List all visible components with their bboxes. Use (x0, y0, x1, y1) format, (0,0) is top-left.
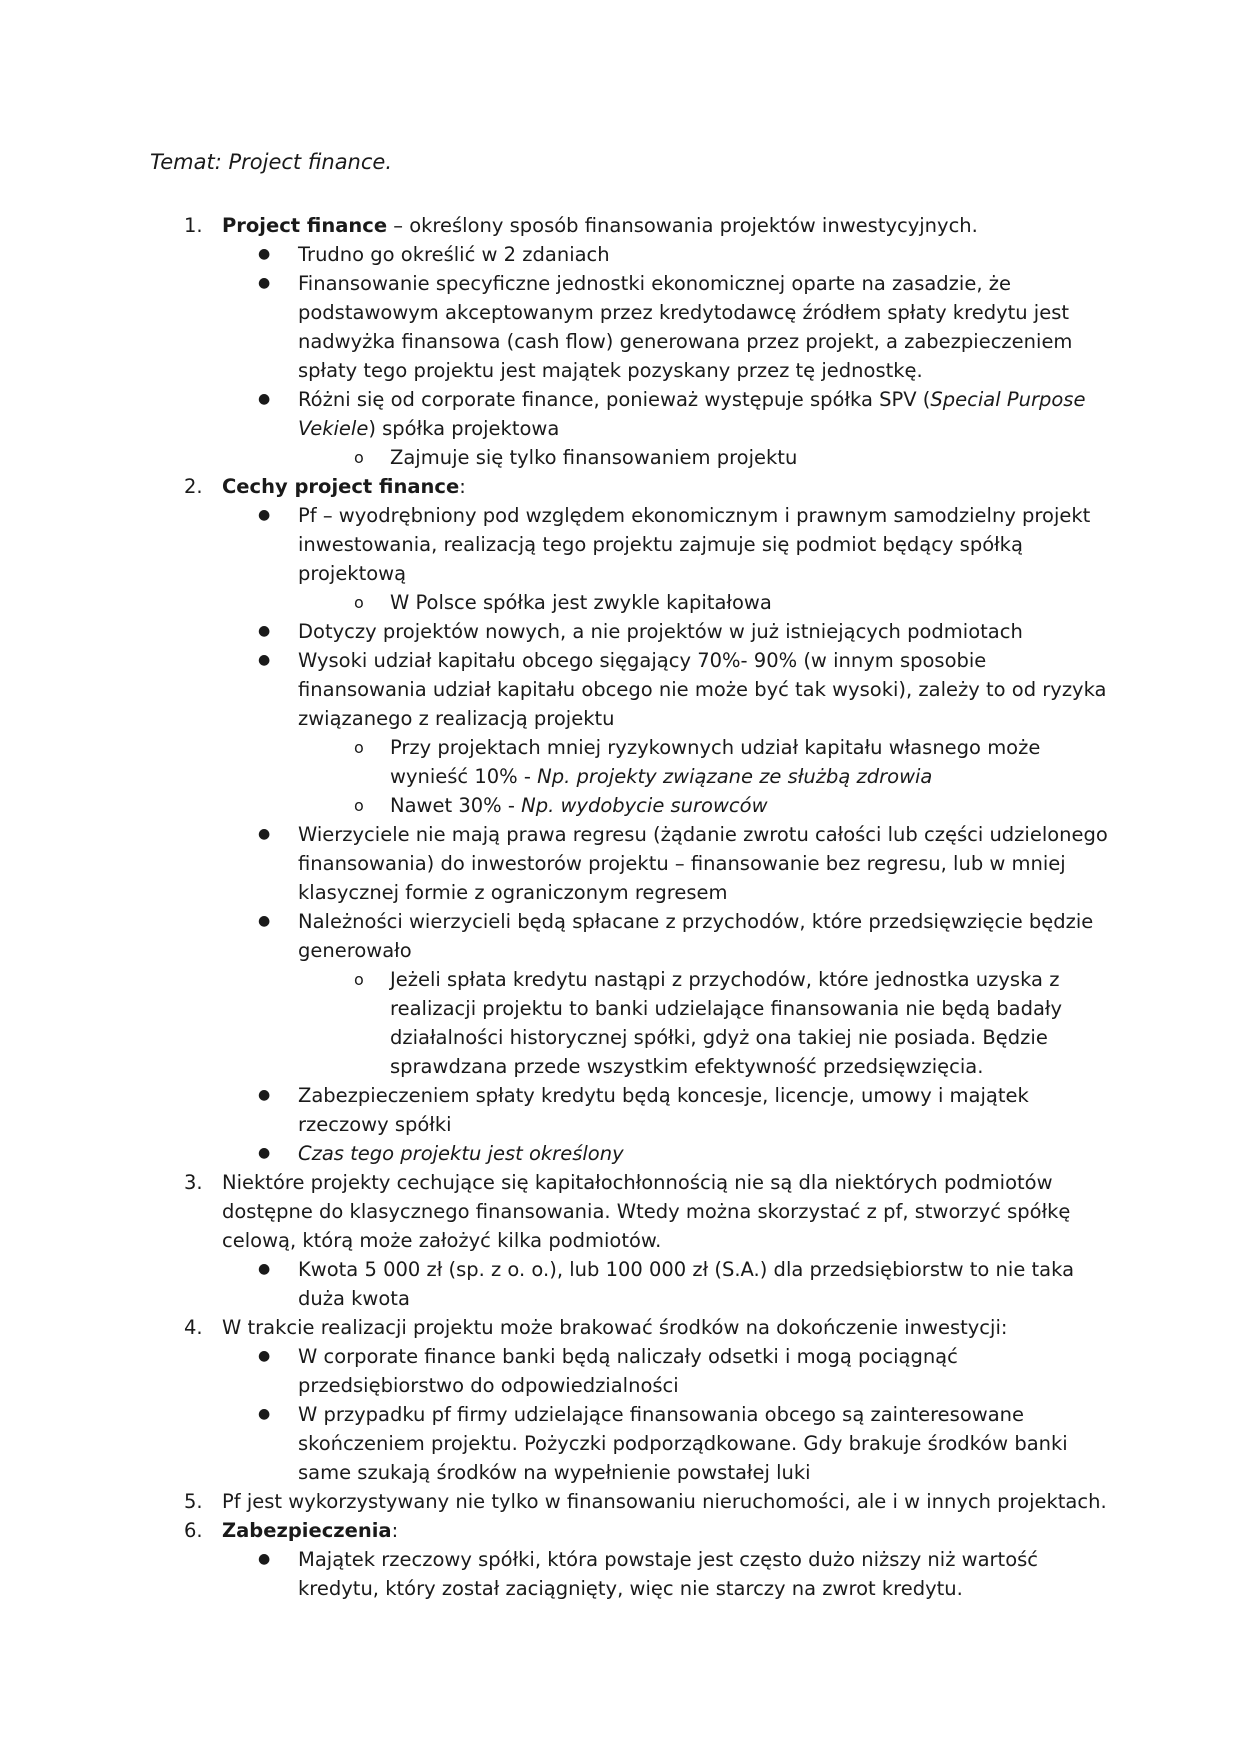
bullet-text: Finansowanie specyficzne jednostki ekonomicznej oparte na zasadzie, że podstawowym akceptowanym przez kredytodawcę źródłem spłaty kredytu jest nadwyżka finansowa (cash flow) generowana przez projekt, a zabezpieczeniem spłaty tego projektu jest majątek pozyskany przez tę jednostkę. (298, 272, 1073, 382)
item-number: 6. (184, 1519, 203, 1542)
sub-bullet-icon: o (354, 970, 364, 989)
bullet-text: Wierzyciele nie mają prawa regresu (żądanie zwrotu całości lub części udzielonego finansowania) do inwestorów projektu – finansowanie bez regresu, lub w mniej klasycznej formie z ograniczonym regresem (298, 823, 1108, 904)
list-item-5 (0, 1487, 1240, 1516)
item-number: 3. (184, 1171, 203, 1194)
bullet-icon: ● (258, 1406, 271, 1422)
bullet-item (0, 820, 1240, 907)
bullet-icon: ● (258, 391, 271, 407)
sub-bullet-icon: o (354, 796, 364, 815)
bullet-text: Wysoki udział kapitału obcego sięgający 70%- 90% (w innym sposobie finansowania udział kapitału obcego nie może być tak wysoki), zależy to od ryzyka związanego z realizacją projektu (298, 649, 1107, 730)
bullet-italic: Special Purpose Vekiele (298, 388, 1086, 440)
item-number: 1. (184, 214, 203, 237)
bullet-icon: ● (258, 1348, 271, 1364)
bullet-item (0, 907, 1240, 965)
bullet-italic: Czas tego projektu jest określony (298, 1142, 624, 1165)
sub-bullet-text: Zajmuje się tylko finansowaniem projektu (390, 446, 798, 469)
bullet-item (0, 385, 1240, 443)
bullet-item (0, 501, 1240, 588)
bullet-icon: ● (258, 1145, 271, 1161)
bullet-item (0, 1400, 1240, 1487)
item-heading: Cechy project finance (222, 475, 460, 498)
item-number: 5. (184, 1490, 203, 1513)
sub-bullet-item (0, 443, 1240, 472)
bullet-text: Kwota 5 000 zł (sp. z o. o.), lub 100 000 zł (S.A.) dla przedsiębiorstw to nie taka duża kwota (298, 1258, 1075, 1310)
bullet-text: W przypadku pf firmy udzielające finansowania obcego są zainteresowane skończeniem projektu. Pożyczki podporządkowane. Gdy brakuje środków banki same szukają środków na wypełnienie powstałej luki (298, 1403, 1068, 1484)
bullet-icon: ● (258, 652, 271, 668)
sub-bullet-item (0, 588, 1240, 617)
bullet-icon: ● (258, 507, 271, 523)
bullet-item (0, 1255, 1240, 1313)
list-item-4 (0, 1313, 1240, 1342)
sub-bullet-item (0, 791, 1240, 820)
item-text: Pf jest wykorzystywany nie tylko w finansowaniu nieruchomości, ale i w innych projektach. (222, 1490, 1107, 1513)
bullet-item (0, 1081, 1240, 1139)
page-title: Temat: Project finance. (150, 150, 393, 174)
bullet-icon: ● (258, 1261, 271, 1277)
list-item-2 (0, 472, 1240, 501)
sub-bullet-item (0, 733, 1240, 791)
bullet-text: Trudno go określić w 2 zdaniach (298, 243, 610, 266)
item-text: – określony sposób finansowania projektów inwestycyjnych. (387, 214, 978, 237)
bullet-text: W corporate finance banki będą naliczały odsetki i mogą pociągnąć przedsiębiorstwo do odpowiedzialności (298, 1345, 958, 1397)
sub-bullet-text: Przy projektach mniej ryzykownych udział kapitału własnego może wynieść 10% - (390, 736, 1041, 788)
sub-bullet-text: Nawet 30% - (390, 794, 522, 817)
bullet-icon: ● (258, 275, 271, 291)
bullet-icon: ● (258, 1551, 271, 1567)
item-number: 2. (184, 475, 203, 498)
bullet-item (0, 1545, 1240, 1603)
bullet-text: Zabezpieczeniem spłaty kredytu będą koncesje, licencje, umowy i majątek rzeczowy spółki (298, 1084, 1029, 1136)
document-body (0, 211, 1240, 1603)
list-item-1 (0, 211, 1240, 240)
item-number: 4. (184, 1316, 203, 1339)
sub-bullet-icon: o (354, 593, 364, 612)
item-text: : (391, 1519, 399, 1542)
bullet-icon: ● (258, 913, 271, 929)
bullet-text: Pf – wyodrębniony pod względem ekonomicznym i prawnym samodzielny projekt inwestowania, realizacją tego projektu zajmuje się podmiot będący spółką projektową (298, 504, 1091, 585)
sub-bullet-italic: Np. projekty związane ze służbą zdrowia (537, 765, 933, 788)
bullet-item (0, 269, 1240, 385)
bullet-icon: ● (258, 246, 271, 262)
bullet-item (0, 646, 1240, 733)
bullet-text: Różni się od corporate finance, ponieważ występuje spółka SPV ( (298, 388, 931, 411)
bullet-text: Dotyczy projektów nowych, a nie projektów w już istniejących podmiotach (298, 620, 1023, 643)
sub-bullet-item (0, 965, 1240, 1081)
bullet-item (0, 617, 1240, 646)
item-heading: Project finance (222, 214, 388, 237)
bullet-item (0, 1342, 1240, 1400)
bullet-item (0, 1139, 1240, 1168)
bullet-icon: ● (258, 1087, 271, 1103)
sub-bullet-text: W Polsce spółka jest zwykle kapitałowa (390, 591, 772, 614)
sub-bullet-text: Jeżeli spłata kredytu nastąpi z przychodów, które jednostka uzyska z realizacji projektu to banki udzielające finansowania nie będą badały działalności historycznej spółki, gdyż ona takiej nie posiada. Będzie sprawdzana przede wszystkim efektywność przedsięwzięcia. (390, 968, 1062, 1078)
sub-bullet-icon: o (354, 448, 364, 467)
list-item-6 (0, 1516, 1240, 1545)
bullet-icon: ● (258, 623, 271, 639)
list-item-3 (0, 1168, 1240, 1255)
bullet-item (0, 240, 1240, 269)
item-heading: Zabezpieczenia (222, 1519, 392, 1542)
item-text: Niektóre projekty cechujące się kapitałochłonnością nie są dla niektórych podmiotów dostępne do klasycznego finansowania. Wtedy można skorzystać z pf, stworzyć spółkę celową, którą może założyć kilka podmiotów. (222, 1171, 1071, 1252)
item-text: : (459, 475, 466, 498)
bullet-icon: ● (258, 826, 271, 842)
sub-bullet-italic: Np. wydobycie surowców (521, 794, 768, 817)
bullet-text: ) spółka projektowa (368, 417, 560, 440)
item-text: W trakcie realizacji projektu może brakować środków na dokończenie inwestycji: (222, 1316, 1008, 1339)
bullet-text: Majątek rzeczowy spółki, która powstaje jest często dużo niższy niż wartość kredytu, który został zaciągnięty, więc nie starczy na zwrot kredytu. (298, 1548, 1039, 1600)
bullet-text: Należności wierzycieli będą spłacane z przychodów, które przedsięwzięcie będzie generowało (298, 910, 1094, 962)
sub-bullet-icon: o (354, 738, 364, 757)
